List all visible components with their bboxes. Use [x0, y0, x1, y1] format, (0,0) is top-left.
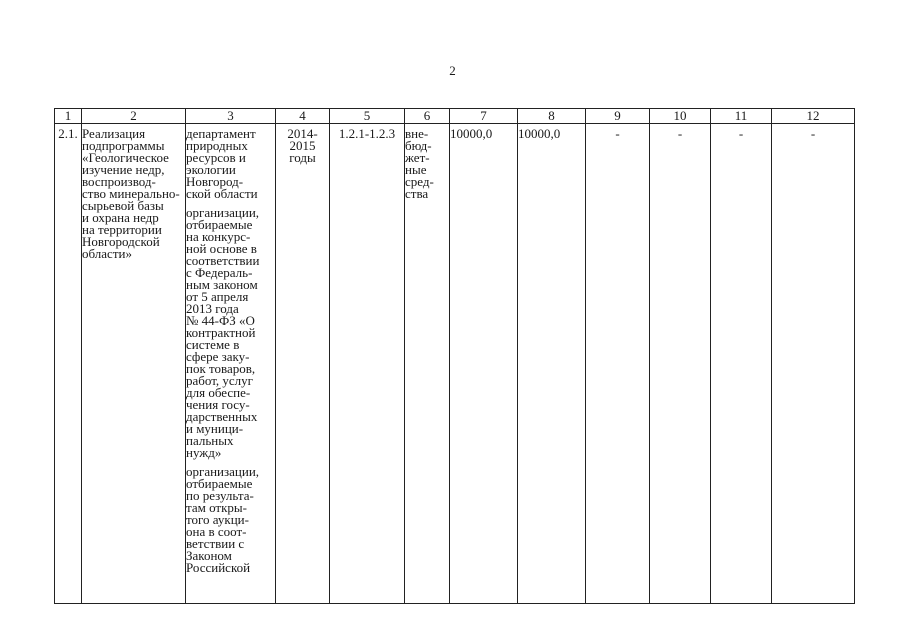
target-indicators: 1.2.1-1.2.3 [330, 124, 405, 604]
value-col-11: - [711, 124, 772, 604]
col-header-6: 6 [405, 109, 450, 124]
col-header-5: 5 [330, 109, 405, 124]
period: 2014- 2015 годы [276, 124, 330, 604]
header-row [55, 109, 855, 124]
executor-auction-organizations: организации, отбираемые по результа- там откры- того аукци- она в соот- ветствии с Законом Российской [186, 464, 260, 575]
col-header-10: 10 [650, 109, 711, 124]
row-number: 2.1. [55, 124, 82, 604]
value-col-9: - [586, 124, 650, 604]
program-table [54, 108, 855, 604]
table-row [55, 124, 855, 604]
executors-cell [186, 124, 276, 604]
col-header-9: 9 [586, 109, 650, 124]
page-number: 2 [449, 63, 456, 78]
col-header-8: 8 [518, 109, 586, 124]
col-header-7: 7 [450, 109, 518, 124]
col-header-3: 3 [186, 109, 276, 124]
col-header-2: 2 [82, 109, 186, 124]
value-col-8: 10000,0 [518, 124, 586, 604]
col-header-4: 4 [276, 109, 330, 124]
executor-department: департамент природных ресурсов и экологии Новгород- ской области [186, 126, 258, 201]
activity-name: Реализация подпрограммы «Геологическое изучение недр, воспроизвод- ство минерально- сырьевой базы и охрана недр на территории Новгородской области» [82, 124, 186, 604]
funding-source: вне- бюд- жет- ные сред- ства [405, 124, 450, 604]
value-col-7: 10000,0 [450, 124, 518, 604]
col-header-12: 12 [772, 109, 855, 124]
value-col-10: - [650, 124, 711, 604]
value-col-12: - [772, 124, 855, 604]
col-header-11: 11 [711, 109, 772, 124]
executor-contract-organizations: организации, отбираемые на конкурс- ной основе в соответствии с Федераль- ным законом от 5 апреля 2013 года № 44-ФЗ «О контрактной системе в сфере заку- пок товаров, работ, услуг для обеспе- чения госу- дарственных и муници- пальных нужд» [186, 205, 260, 460]
col-header-1: 1 [55, 109, 82, 124]
